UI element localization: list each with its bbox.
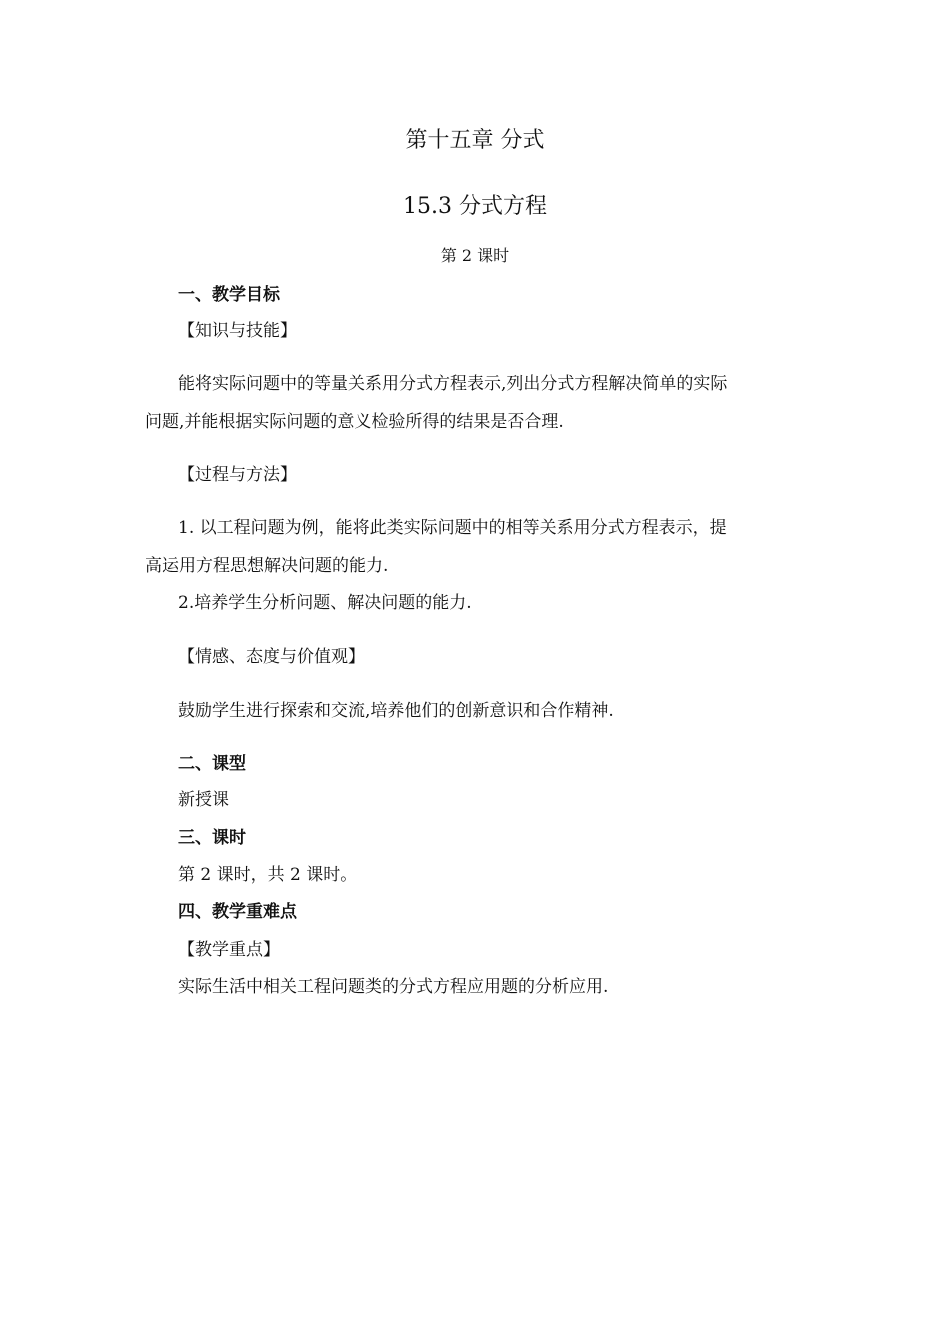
- knowledge-line-1: 能将实际问题中的等量关系用分式方程表示,列出分式方程解决简单的实际: [178, 374, 728, 394]
- process-label: 【过程与方法】: [178, 465, 297, 485]
- lesson-type-value: 新授课: [178, 790, 229, 810]
- key-points-heading: 四、教学重难点: [178, 902, 297, 922]
- emotion-line-1: 鼓励学生进行探索和交流,培养他们的创新意识和合作精神.: [178, 701, 614, 721]
- key-points-value: 实际生活中相关工程问题类的分式方程应用题的分析应用.: [178, 977, 609, 997]
- process-line-3: 2.培养学生分析问题、解决问题的能力.: [178, 593, 472, 613]
- period-heading: 三、课时: [178, 828, 246, 848]
- lesson-type-heading: 二、课型: [178, 754, 246, 774]
- objectives-heading: 一、教学目标: [178, 285, 280, 305]
- knowledge-label: 【知识与技能】: [178, 321, 297, 341]
- process-line-2: 高运用方程思想解决问题的能力.: [145, 556, 389, 576]
- lesson-subtitle: 第 2 课时: [440, 246, 510, 265]
- period-value: 第 2 课时，共 2 课时。: [178, 865, 358, 885]
- knowledge-line-2: 问题,并能根据实际问题的意义检验所得的结果是否合理.: [145, 412, 564, 432]
- key-points-label: 【教学重点】: [178, 940, 280, 960]
- process-line-1: 1. 以工程问题为例，能将此类实际问题中的相等关系用分式方程表示，提: [178, 518, 727, 538]
- emotion-label: 【情感、态度与价值观】: [178, 647, 365, 667]
- chapter-title: 第十五章 分式: [405, 128, 545, 153]
- section-title: 15.3 分式方程: [403, 194, 547, 219]
